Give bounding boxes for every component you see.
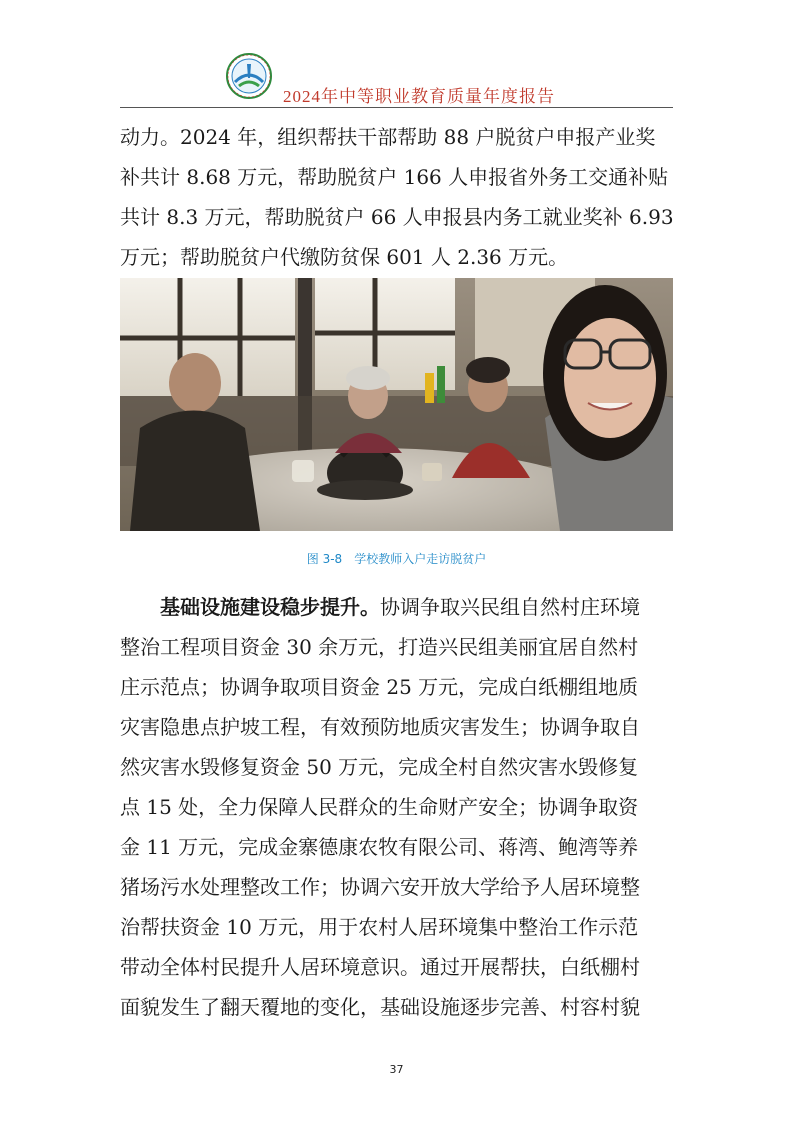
text-line: 猪场污水处理整改工作；协调六安开放大学给予人居环境整: [120, 875, 640, 899]
school-emblem-icon: [225, 52, 273, 100]
text-line: 整治工程项目资金 30 余万元，打造兴民组美丽宜居自然村: [120, 635, 639, 659]
text-line: 补共计 8.68 万元，帮助脱贫户 166 人申报省外务工交通补贴: [120, 165, 669, 189]
page-number: 37: [389, 1063, 404, 1076]
text-line: 共计 8.3 万元，帮助脱贫户 66 人申报县内务工就业奖补 6.93: [120, 205, 674, 229]
text-line: 面貌发生了翻天覆地的变化，基础设施逐步完善、村容村貌: [120, 995, 640, 1019]
figure-photo: [120, 278, 673, 531]
page-header: [120, 52, 673, 108]
text-line: [120, 587, 673, 627]
text-line: 灾害隐患点护坡工程，有效预防地质灾害发生；协调争取自: [120, 715, 640, 739]
text-line: 金 11 万元，完成金寨德康农牧有限公司、蒋湾、鲍湾等养: [120, 835, 639, 859]
text-line: 动力。2024 年，组织帮扶干部帮助 88 户脱贫户申报产业奖: [120, 125, 656, 149]
section-heading: 基础设施建设稳步提升。: [160, 595, 380, 619]
text-line: 带动全体村民提升人居环境意识。通过开展帮扶，白纸棚村: [120, 955, 640, 979]
text-line: 点 15 处，全力保障人民群众的生命财产安全；协调争取资: [120, 795, 639, 819]
home-visit-photo: [120, 278, 673, 531]
text-line: 庄示范点；协调争取项目资金 25 万元，完成白纸棚组地质: [120, 675, 639, 699]
text-run: 协调争取兴民组自然村庄环境: [380, 595, 640, 619]
figure-caption: 图 3-8 学校教师入户走访脱贫户: [306, 552, 487, 566]
text-line: 治帮扶资金 10 万元，用于农村人居环境集中整治工作示范: [120, 915, 639, 939]
paragraph-infrastructure: [120, 587, 673, 1027]
header-divider: [120, 107, 673, 108]
paragraph-intro: [120, 117, 673, 277]
text-line: 然灾害水毁修复资金 50 万元，完成全村自然灾害水毁修复: [120, 755, 639, 779]
header-title: 2024年中等职业教育质量年度报告: [283, 87, 555, 106]
text-line: 万元；帮助脱贫户代缴防贫保 601 人 2.36 万元。: [120, 245, 569, 269]
